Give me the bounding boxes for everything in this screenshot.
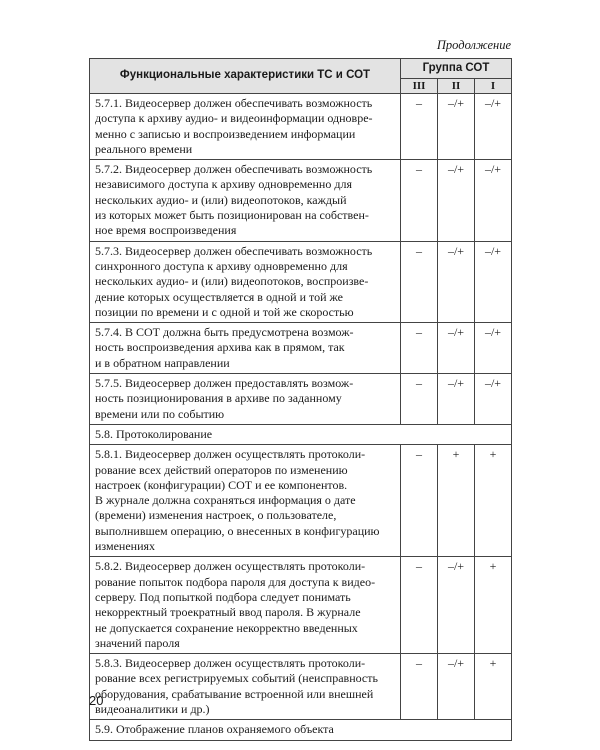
requirement-line: 5.7.1. Видеосервер должен обеспечивать возможность (95, 96, 373, 110)
mark-group-iii: – (401, 557, 438, 654)
requirement-text (90, 445, 401, 557)
table-header (90, 59, 512, 94)
requirement-text (90, 241, 401, 322)
section-heading: 5.8. Протоколирование (90, 424, 512, 444)
requirement-line: 5.7.4. В СОТ должна быть предусмотрена возмож- (95, 325, 354, 340)
table-body (90, 94, 512, 741)
mark-group-ii: + (438, 445, 475, 557)
mark-group-ii: –/+ (438, 654, 475, 720)
mark-group-ii: –/+ (438, 557, 475, 654)
requirement-line: выполнившем операцию, о внесенных в конфигурацию (95, 523, 380, 538)
continued-label: Продолжение (436, 38, 511, 52)
mark-group-ii: –/+ (438, 374, 475, 425)
requirement-line: 5.8.1. Видеосервер должен осуществлять протоколи- (95, 447, 366, 462)
mark-group-i: + (475, 557, 512, 654)
mark-group-i: –/+ (475, 323, 512, 374)
mark-group-iii: – (401, 654, 438, 720)
requirement-text (90, 654, 401, 720)
requirement-line: 5.8.2. Видеосервер должен осуществлять протоколи- (95, 559, 366, 574)
requirement-text (90, 557, 401, 654)
requirement-line: оборудования, срабатывание встроенной или внешней (95, 686, 374, 701)
table-row (90, 160, 512, 241)
mark-group-i: + (475, 445, 512, 557)
requirement-line: независимого доступа к архиву одновременно для (95, 177, 352, 192)
mark-group-ii: –/+ (438, 160, 475, 241)
requirement-line: В журнале должна сохраняться информация о дате (95, 493, 356, 508)
mark-group-i: –/+ (475, 94, 512, 160)
page-number: 20 (89, 693, 104, 708)
mark-group-i: –/+ (475, 241, 512, 322)
mark-group-iii: – (401, 445, 438, 557)
requirement-line: рование всех действий операторов по изменению (95, 462, 348, 477)
requirement-line: рование попыток подбора пароля для доступа к видео- (95, 574, 376, 589)
requirement-line: ность воспроизведения архива как в прямом, так (95, 340, 345, 355)
header-group-iii: III (401, 79, 438, 94)
table-row (90, 374, 512, 425)
requirement-line: нескольких аудио- и (или) видеопотоков, воспроизве- (95, 274, 369, 289)
requirement-line: доступа к архиву аудио- и видеоинформации одновре- (95, 111, 373, 126)
requirement-line: 5.7.3. Видеосервер должен обеспечивать возможность (95, 243, 373, 258)
requirement-text (90, 374, 401, 425)
mark-group-iii: – (401, 241, 438, 322)
requirement-line: дение которых осуществляется в одной и той же (95, 289, 343, 304)
requirement-line: изменениях (95, 539, 156, 554)
requirement-line: нескольких аудио- и (или) видеопотоков, каждый (95, 192, 347, 207)
section-heading: 5.9. Отображение планов охраняемого объекта (90, 720, 512, 740)
requirement-text (90, 94, 401, 160)
header-group-ii: II (438, 79, 475, 94)
requirement-line: не допускается сохранение некорректно введенных (95, 620, 358, 635)
requirement-text (90, 323, 401, 374)
section-row (90, 720, 512, 740)
header-characteristics: Функциональные характеристики ТС и СОТ (90, 59, 401, 94)
requirement-line: менно с записью и воспроизведением информации (95, 126, 356, 141)
mark-group-iii: – (401, 323, 438, 374)
table-row (90, 94, 512, 160)
mark-group-i: + (475, 654, 512, 720)
requirement-line: настроек (конфигурации) СОТ и ее компонентов. (95, 477, 348, 492)
mark-group-i: –/+ (475, 160, 512, 241)
requirement-line: (времени) изменения настроек, о пользователе, (95, 508, 337, 523)
table-row (90, 445, 512, 557)
mark-group-i: –/+ (475, 374, 512, 425)
header-group: Группа СОТ (401, 59, 512, 79)
requirement-line: синхронного доступа к архиву одновременно для (95, 258, 348, 273)
requirement-line: реального времени (95, 141, 193, 156)
requirement-line: рование всех регистрируемых событий (неисправность (95, 671, 378, 686)
requirement-line: из которых может быть позиционирован на собствен- (95, 208, 369, 223)
requirement-line: видеоаналитики и др.) (95, 701, 210, 716)
requirement-line: 5.7.2. Видеосервер должен обеспечивать возможность (95, 162, 373, 177)
mark-group-ii: –/+ (438, 94, 475, 160)
requirements-table (89, 58, 512, 741)
requirement-line: ное время воспроизведения (95, 223, 237, 238)
requirement-text (90, 160, 401, 241)
table-row (90, 241, 512, 322)
section-row (90, 424, 512, 444)
requirement-line: ность позиционирования в архиве по заданному (95, 391, 342, 406)
requirement-line: некорректный троекратный ввод пароля. В журнале (95, 605, 361, 620)
mark-group-ii: –/+ (438, 241, 475, 322)
mark-group-iii: – (401, 160, 438, 241)
header-group-i: I (475, 79, 512, 94)
table-row (90, 323, 512, 374)
mark-group-iii: – (401, 374, 438, 425)
requirement-line: времени или по событию (95, 406, 225, 421)
requirement-line: значений пароля (95, 635, 180, 650)
table-row (90, 557, 512, 654)
mark-group-ii: –/+ (438, 323, 475, 374)
requirement-line: и в обратном направлении (95, 355, 230, 370)
requirement-line: 5.7.5. Видеосервер должен предоставлять возмож- (95, 376, 354, 391)
requirement-line: позиции по времени и с одной и той же скоростью (95, 304, 354, 319)
requirement-line: серверу. Под попыткой подбора следует понимать (95, 589, 351, 604)
table-row (90, 654, 512, 720)
mark-group-iii: – (401, 94, 438, 160)
requirement-line: 5.8.3. Видеосервер должен осуществлять протоколи- (95, 656, 366, 671)
